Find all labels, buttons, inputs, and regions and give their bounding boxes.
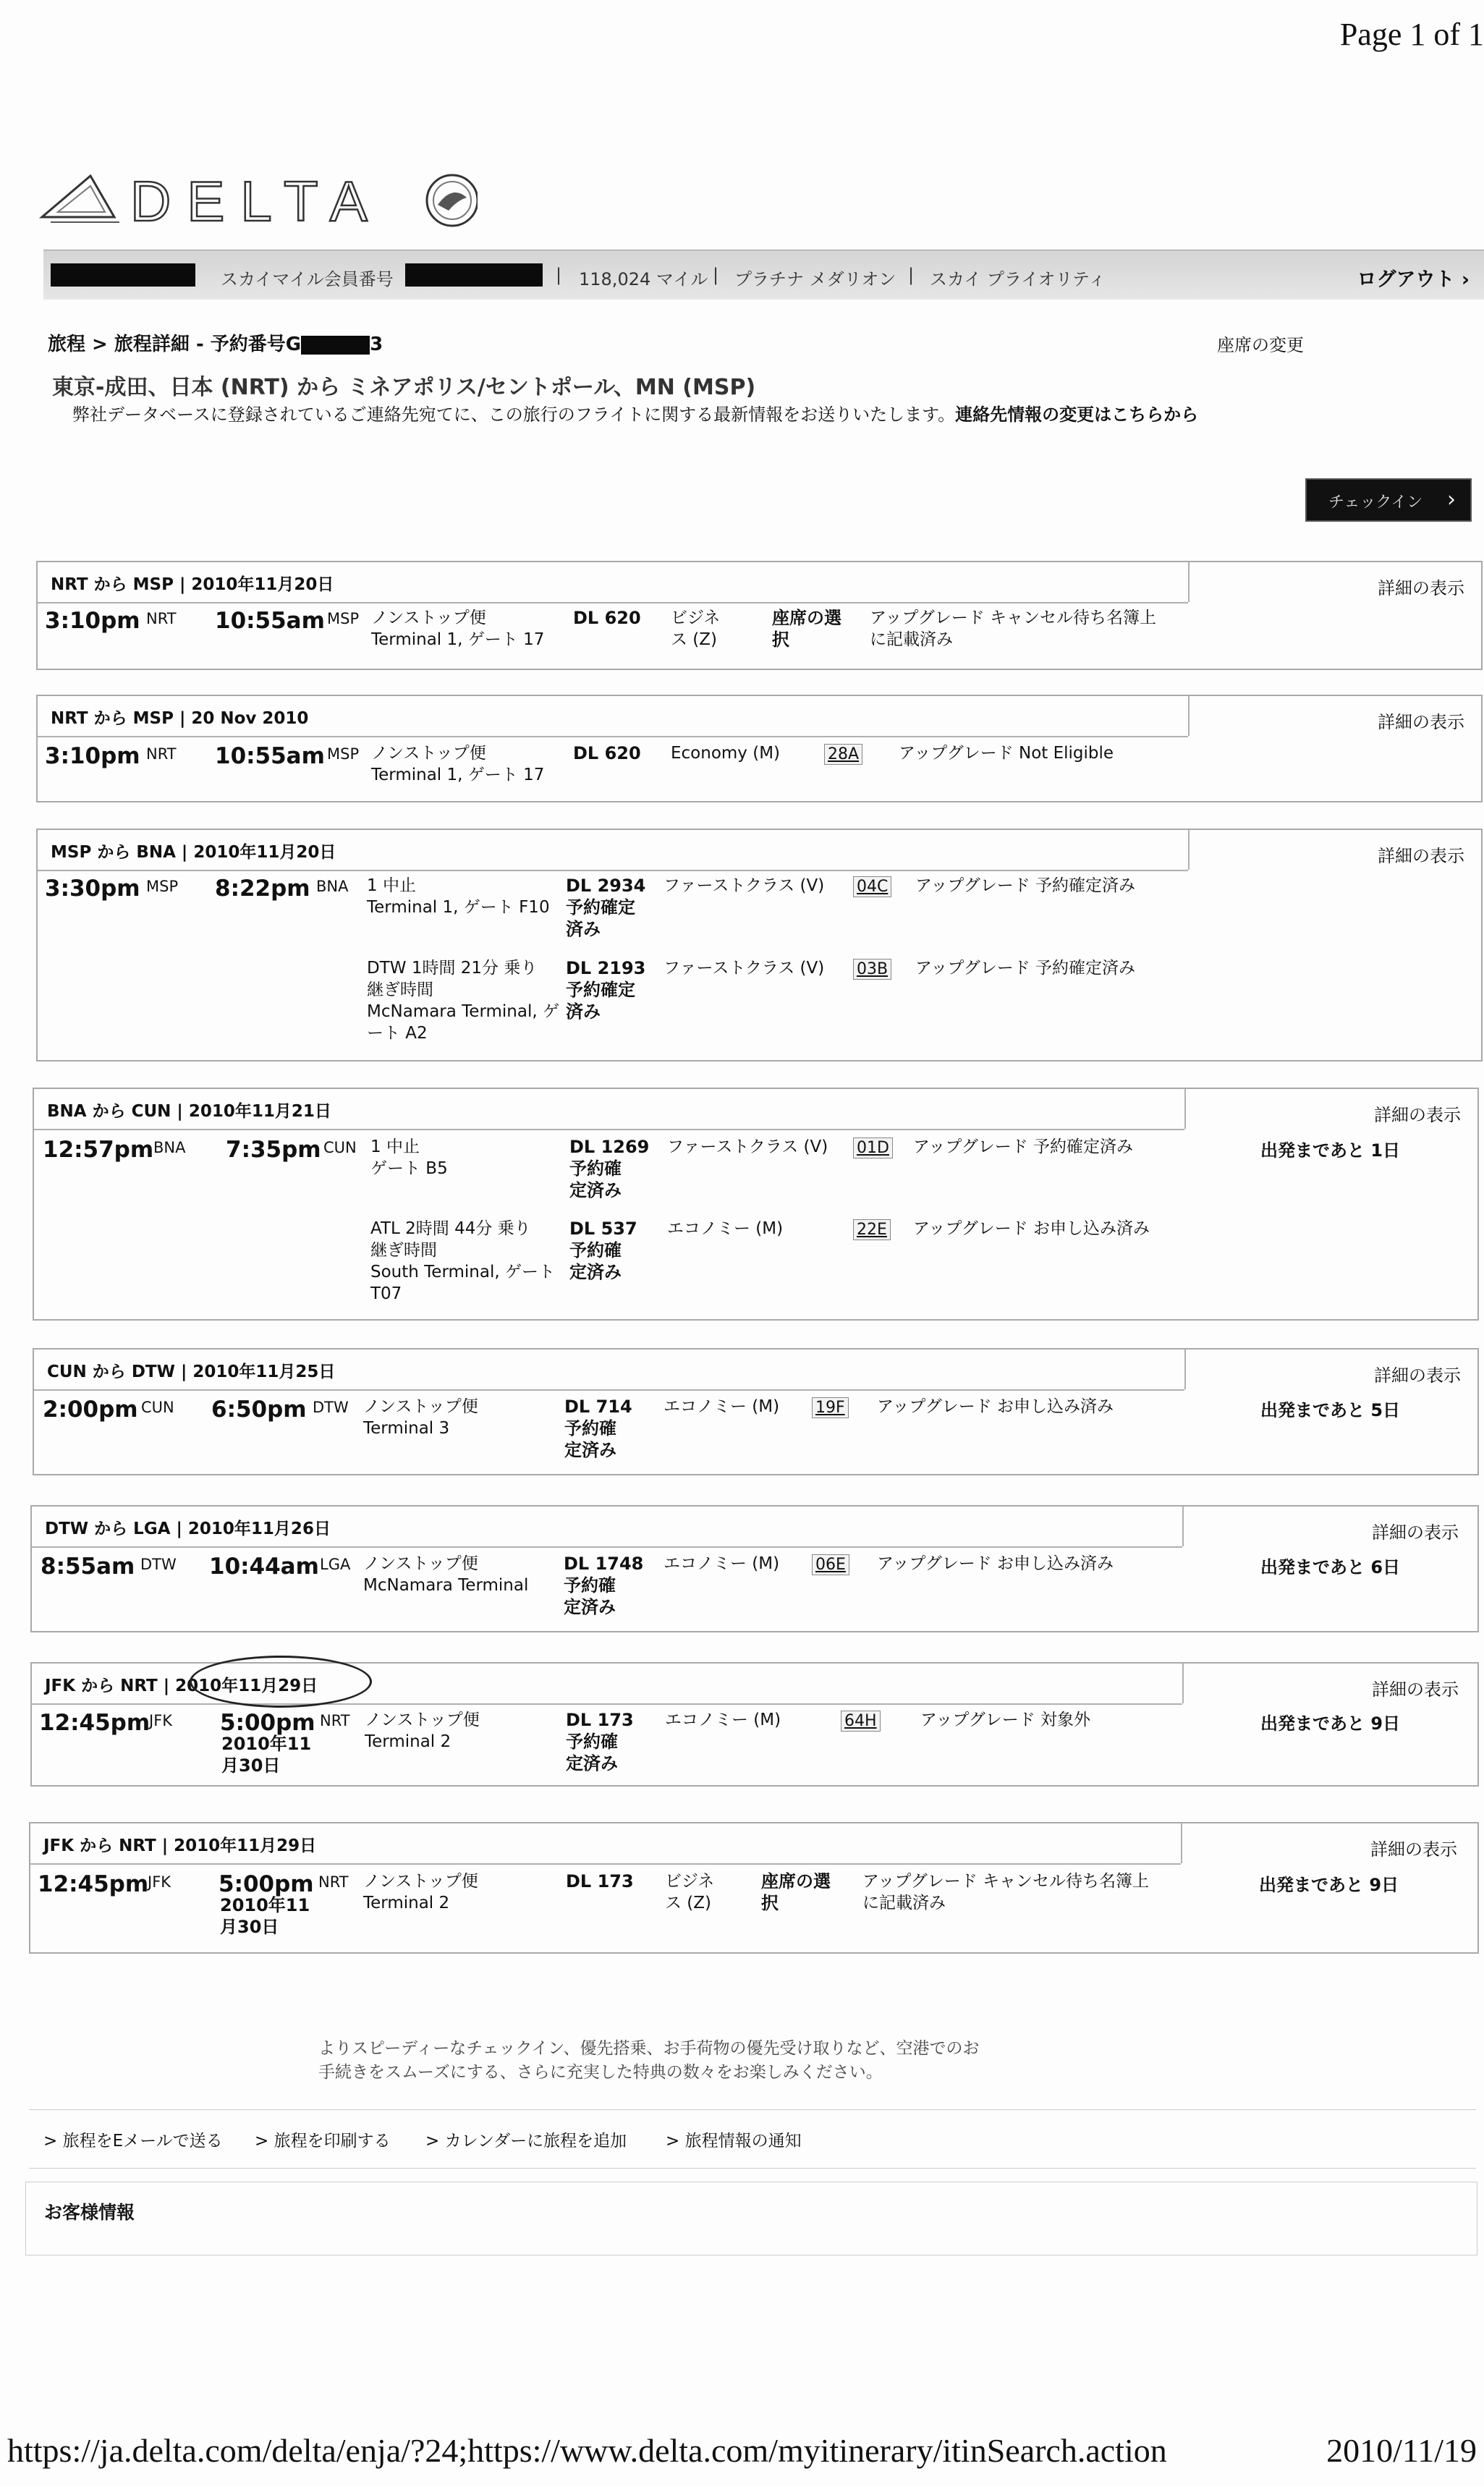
booking-status: 済み <box>566 919 601 939</box>
details-label: 詳細の表示 <box>1372 1522 1459 1543</box>
flight-card <box>36 561 1483 670</box>
seat-assignment[interactable]: 19F <box>812 1397 849 1418</box>
upgrade-status: アップグレード お申し込み済み <box>913 1219 1150 1238</box>
arrival-code: BNA <box>316 878 349 895</box>
departure-code: NRT <box>146 745 177 763</box>
connection-info: ATL 2時間 44分 乗り <box>370 1219 531 1238</box>
add-to-calendar-link[interactable]: > カレンダーに旅程を追加 <box>425 2132 627 2151</box>
upgrade-status: アップグレード 予約確定済み <box>915 959 1136 978</box>
cabin-class: Economy (M) <box>671 744 781 763</box>
booking-status: 定済み <box>566 1753 618 1774</box>
seat-assignment[interactable]: 28A <box>824 744 862 765</box>
days-until-departure: 出発まであと 5日 <box>1260 1400 1401 1420</box>
arrival-time: 5:00pm <box>220 1710 315 1736</box>
days-until-departure: 出発まであと 9日 <box>1259 1875 1399 1895</box>
stop-info: ノンストップ便 <box>371 744 486 763</box>
cabin-class-cont: ス (Z) <box>671 630 718 649</box>
flight-header-title: JFK から NRT | 2010年11月29日 <box>45 1677 318 1695</box>
flight-number[interactable]: DL 173 <box>566 1710 634 1730</box>
details-label: 詳細の表示 <box>1378 712 1464 732</box>
cabin-class: ビジネ <box>671 609 721 627</box>
flight-header <box>34 1089 1184 1130</box>
skymiles-label: スカイマイル会員番号 <box>221 269 394 289</box>
promo-line: よりスピーディーなチェックイン、優先搭乗、お手荷物の優先受け取りなど、空港でのお <box>318 2039 980 2058</box>
departure-code: MSP <box>146 878 179 895</box>
departure-time: 12:45pm <box>38 1871 149 1897</box>
arrival-code: NRT <box>320 1712 350 1729</box>
terminal-info: Terminal 2 <box>365 1732 451 1751</box>
stop-info: ノンストップ便 <box>365 1711 480 1729</box>
breadcrumb-text[interactable]: 旅程 > 旅程詳細 - 予約番号G <box>48 334 302 355</box>
seat-assignment[interactable]: 01D <box>853 1137 893 1158</box>
flight-number[interactable]: DL 2193 <box>566 958 646 978</box>
departure-time: 12:57pm <box>43 1137 154 1163</box>
departure-code: BNA <box>153 1139 186 1156</box>
contact-notice <box>72 400 1198 425</box>
cabin-class: ファーストクラス (V) <box>663 959 825 978</box>
arrival-code: DTW <box>313 1399 349 1416</box>
connection-info: 継ぎ時間 <box>367 980 433 999</box>
departure-code: JFK <box>148 1873 171 1891</box>
connection-info: ート A2 <box>367 1024 428 1043</box>
booking-status: 予約確 <box>564 1575 616 1596</box>
flight-number[interactable]: DL 714 <box>564 1397 632 1417</box>
select-seat-link-cont[interactable]: 択 <box>761 1893 779 1913</box>
departure-time: 8:55am <box>41 1554 135 1580</box>
flight-header-title: JFK から NRT | 2010年11月29日 <box>43 1836 317 1855</box>
terminal-info: Terminal 2 <box>363 1894 450 1912</box>
connection-info: T07 <box>370 1284 402 1303</box>
flight-header <box>30 1823 1181 1865</box>
flight-number[interactable]: DL 2934 <box>566 876 646 896</box>
flight-header-title: NRT から MSP | 20 Nov 2010 <box>51 709 309 728</box>
member-bar: スカイマイル会員番号 | 118,024 マイル | プラチナ メダリオン | スカイ プライオリティ ログアウト › <box>43 250 1484 300</box>
email-itinerary-link[interactable]: > 旅程をEメールで送る <box>43 2132 223 2151</box>
cabin-class: エコノミー (M) <box>663 1554 780 1573</box>
details-link[interactable] <box>1188 830 1482 870</box>
booking-status: 予約確 <box>566 1732 618 1752</box>
page-number: Page 1 of 1 <box>1339 17 1484 52</box>
details-link[interactable] <box>1184 1350 1478 1389</box>
arrival-code: LGA <box>320 1556 351 1573</box>
booking-status: 予約確 <box>569 1158 622 1179</box>
logout-link[interactable]: ログアウト › <box>1357 268 1470 291</box>
booking-status: 定済み <box>564 1440 616 1460</box>
checkin-button[interactable] <box>1305 478 1472 522</box>
arrival-code: NRT <box>318 1873 349 1891</box>
delta-logo[interactable] <box>36 163 478 235</box>
seat-assignment[interactable]: 04C <box>853 876 891 897</box>
delta-widget-icon <box>36 163 478 235</box>
connection-info: DTW 1時間 21分 乗り <box>367 959 538 978</box>
arrival-code: CUN <box>323 1139 357 1156</box>
flight-card <box>33 1348 1479 1475</box>
stop-info: ノンストップ便 <box>371 609 486 627</box>
details-label: 詳細の表示 <box>1374 1105 1461 1125</box>
breadcrumb <box>48 329 383 356</box>
flight-header <box>38 696 1188 737</box>
details-link[interactable] <box>1181 1823 1475 1863</box>
terminal-info: Terminal 1, ゲート 17 <box>371 766 545 784</box>
details-link[interactable] <box>1184 1089 1478 1129</box>
segment-info: 1 中止 <box>367 876 416 895</box>
route-title: 東京-成田、日本 (NRT) から ミネアポリス/セントポール、MN (MSP) <box>52 375 756 400</box>
terminal-info: Terminal 3 <box>363 1419 450 1438</box>
booking-status: 済み <box>566 1001 601 1022</box>
promo-line: 手続きをスムーズにする、さらに充実した特典の数々をお楽しみください。 <box>318 2063 883 2082</box>
details-label: 詳細の表示 <box>1378 578 1464 598</box>
upgrade-status: アップグレード キャンセル待ち名簿上 <box>862 1872 1150 1891</box>
flight-header <box>34 1350 1184 1391</box>
flight-header <box>38 562 1188 603</box>
booking-status: 定済み <box>569 1262 622 1282</box>
flight-number[interactable]: DL 173 <box>566 1871 634 1891</box>
flight-header <box>38 830 1188 871</box>
contact-update-link[interactable]: 連絡先情報の変更はこちらから <box>955 404 1199 425</box>
flight-number[interactable]: DL 1269 <box>569 1137 650 1157</box>
flight-number[interactable]: DL 1748 <box>564 1554 644 1574</box>
arrival-time: 10:44am <box>209 1554 319 1580</box>
flight-header-title: NRT から MSP | 2010年11月20日 <box>51 575 334 594</box>
booking-status: 予約確 <box>564 1418 616 1439</box>
print-itinerary-link[interactable]: > 旅程を印刷する <box>255 2132 391 2151</box>
miles-balance: 118,024 マイル <box>579 269 708 289</box>
details-label: 詳細の表示 <box>1374 1365 1461 1386</box>
contact-notice-text: 弊社データベースに登録されているご連絡先宛てに、この旅行のフライトに関する最新情報をお送りいたします。 <box>72 404 956 425</box>
details-label: 詳細の表示 <box>1372 1679 1459 1700</box>
flight-number[interactable]: DL 620 <box>573 608 641 628</box>
footer-date: 2010/11/19 <box>1326 2432 1477 2469</box>
departure-time: 3:10pm <box>45 743 140 769</box>
booking-status: 予約確定 <box>566 897 635 918</box>
cabin-class: エコノミー (M) <box>667 1219 784 1238</box>
arrival-date: 2010年11 <box>221 1734 312 1754</box>
upgrade-status: アップグレード 予約確定済み <box>915 876 1136 895</box>
connection-info: 継ぎ時間 <box>370 1241 437 1260</box>
stop-info: ノンストップ便 <box>363 1872 478 1891</box>
cabin-class: ファーストクラス (V) <box>667 1137 828 1156</box>
days-until-departure: 出発まであと 9日 <box>1260 1713 1401 1734</box>
upgrade-status-cont: に記載済み <box>870 630 953 649</box>
details-link[interactable] <box>1182 1664 1476 1703</box>
flight-card <box>33 1088 1479 1321</box>
arrival-date: 月30日 <box>220 1917 279 1937</box>
arrival-time: 10:55am <box>215 608 325 634</box>
cabin-class: ファーストクラス (V) <box>663 876 825 895</box>
upgrade-status: アップグレード キャンセル待ち名簿上 <box>870 609 1157 627</box>
details-link[interactable] <box>1182 1507 1476 1546</box>
upgrade-status: アップグレード Not Eligible <box>899 744 1114 763</box>
cabin-class: エコノミー (M) <box>665 1711 781 1729</box>
medallion-status: プラチナ メダリオン <box>734 269 896 289</box>
details-link[interactable] <box>1188 696 1482 736</box>
cabin-class: エコノミー (M) <box>663 1397 780 1416</box>
departure-time: 3:10pm <box>45 608 140 634</box>
sky-priority: スカイ プライオリティ <box>930 269 1106 289</box>
arrival-time: 10:55am <box>215 743 325 769</box>
select-seat-link-cont[interactable]: 択 <box>772 630 789 650</box>
segment-info: 1 中止 <box>370 1137 420 1156</box>
customer-info-heading: お客様情報 <box>44 2202 135 2223</box>
chevron-right-icon: › <box>1447 487 1456 512</box>
flight-card <box>36 695 1483 802</box>
stop-info: ノンストップ便 <box>363 1397 478 1416</box>
terminal-info: McNamara Terminal <box>363 1576 529 1595</box>
select-seat-link[interactable]: 座席の選 <box>772 608 841 628</box>
departure-code: NRT <box>146 610 177 627</box>
flight-card <box>29 1822 1479 1954</box>
upgrade-status: アップグレード お申し込み済み <box>877 1554 1114 1573</box>
details-label: 詳細の表示 <box>1370 1839 1457 1860</box>
arrival-date: 2010年11 <box>220 1895 310 1915</box>
connection-info: McNamara Terminal, ゲ <box>367 1002 559 1021</box>
arrival-code: MSP <box>327 610 360 627</box>
segment-info: ゲート B5 <box>370 1159 448 1178</box>
seat-assignment[interactable]: 06E <box>812 1554 849 1575</box>
redacted-name <box>51 263 195 287</box>
arrival-time: 6:50pm <box>211 1397 307 1423</box>
priority-promo <box>318 2037 980 2085</box>
arrival-time: 5:00pm <box>219 1871 314 1897</box>
days-until-departure: 出発まであと 1日 <box>1260 1140 1401 1161</box>
flight-card <box>30 1505 1479 1632</box>
departure-time: 12:45pm <box>39 1710 150 1736</box>
redacted-confirmation <box>301 336 370 355</box>
customer-info-section <box>25 2182 1477 2255</box>
footer-url: https://ja.delta.com/delta/enja/?24;https://www.delta.com/myitinerary/itinSearch.action <box>7 2432 1167 2469</box>
booking-status: 予約確 <box>569 1240 622 1261</box>
flight-number[interactable]: DL 537 <box>569 1219 637 1239</box>
upgrade-status-cont: に記載済み <box>862 1894 946 1912</box>
redacted-member-number <box>405 263 543 287</box>
arrival-code: MSP <box>327 745 360 763</box>
breadcrumb-suffix: 3 <box>370 334 383 355</box>
connection-info: South Terminal, ゲート <box>370 1263 555 1281</box>
booking-status: 定済み <box>569 1180 622 1200</box>
seat-assignment[interactable]: 03B <box>853 959 891 980</box>
departure-code: DTW <box>140 1556 177 1573</box>
departure-code: CUN <box>141 1399 174 1416</box>
arrival-date: 月30日 <box>221 1755 281 1776</box>
arrival-time: 7:35pm <box>226 1137 321 1163</box>
days-until-departure: 出発まであと 6日 <box>1260 1557 1401 1577</box>
departure-code: JFK <box>149 1712 173 1729</box>
terminal-info: Terminal 1, ゲート 17 <box>371 630 545 649</box>
handwritten-circle <box>190 1656 372 1708</box>
upgrade-status: アップグレード 予約確定済み <box>913 1137 1134 1156</box>
flight-header <box>32 1507 1182 1548</box>
brand-wordmark: DELTA <box>130 169 383 233</box>
departure-time: 3:30pm <box>45 876 140 902</box>
seat-assignment[interactable]: 22E <box>853 1219 891 1240</box>
stop-info: ノンストップ便 <box>363 1554 478 1573</box>
arrival-time: 8:22pm <box>215 876 310 902</box>
checkin-label: チェックイン <box>1328 493 1423 512</box>
flight-header-title: DTW から LGA | 2010年11月26日 <box>45 1520 331 1538</box>
flight-header-title: MSP から BNA | 2010年11月20日 <box>51 843 336 862</box>
flight-header-title: BNA から CUN | 2010年11月21日 <box>47 1102 331 1121</box>
select-seat-link[interactable]: 座席の選 <box>761 1871 831 1891</box>
upgrade-status: アップグレード 対象外 <box>920 1711 1091 1729</box>
departure-time: 2:00pm <box>43 1397 138 1423</box>
flight-header-title: CUN から DTW | 2010年11月25日 <box>47 1363 336 1381</box>
booking-status: 定済み <box>564 1597 616 1617</box>
seat-assignment[interactable]: 64H <box>841 1711 881 1732</box>
seat-change-link[interactable]: 座席の変更 <box>1217 335 1304 355</box>
upgrade-status: アップグレード お申し込み済み <box>877 1397 1114 1416</box>
segment-info: Terminal 1, ゲート F10 <box>367 898 550 917</box>
details-label: 詳細の表示 <box>1378 846 1464 866</box>
cabin-class-cont: ス (Z) <box>665 1894 712 1912</box>
itinerary-actions <box>29 2109 1476 2169</box>
booking-status: 予約確定 <box>566 980 635 1000</box>
details-link[interactable] <box>1188 562 1482 602</box>
flight-number[interactable]: DL 620 <box>573 743 641 763</box>
itinerary-alerts-link[interactable]: > 旅程情報の通知 <box>666 2132 802 2151</box>
cabin-class: ビジネ <box>665 1872 715 1891</box>
flight-card <box>36 829 1483 1062</box>
